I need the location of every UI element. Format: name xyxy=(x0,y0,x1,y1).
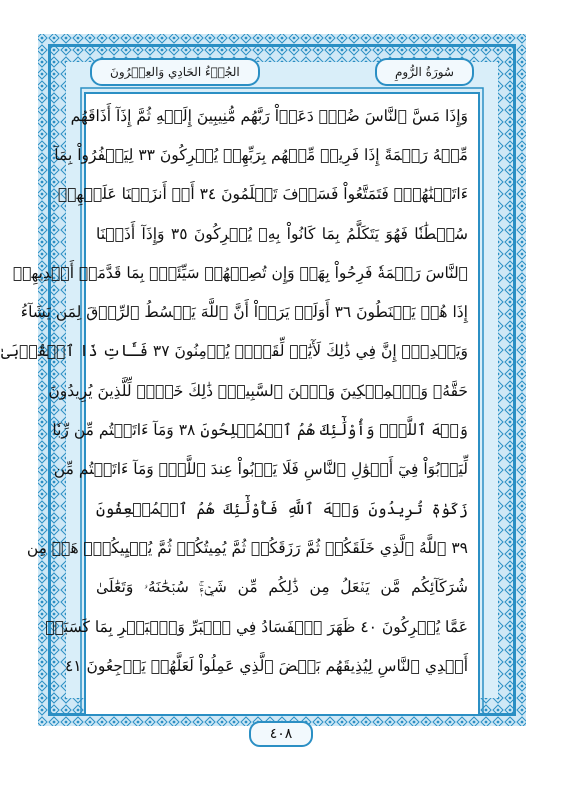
verse-line-text: سُلۡطَٰنٗا فَهُوَ يَتَكَلَّمُ بِمَا كَانُواْ بِهِۦ يُشۡرِكُونَ ٣٥ وَإِذَآ أَذَقۡنَا xyxy=(96,224,468,243)
page-number xyxy=(241,721,321,747)
verse-line-text: شُرَكَآئِكُم مَّن يَفۡعَلُ مِن ذَٰلِكُم مِّن شَيۡءٖۚ سُبۡحَٰنَهُۥ وَتَعَٰلَىٰ xyxy=(96,577,468,596)
verse-line xyxy=(26,528,468,567)
verse-line-text: مِّنۡهُ رَحۡمَةً إِذَا فَرِيقٞ مِّنۡهُم بِرَبِّهِمۡ يُشۡرِكُونَ ٣٣ لِيَكۡفُرُواْ بِمَآ xyxy=(54,145,468,164)
verse-line xyxy=(20,292,468,331)
juz-name: الجُزۡءُ الحَادِي وَالعِشۡرُونَ xyxy=(110,65,240,79)
verse-line-text: ٱلنَّاسَ رَحۡمَةٗ فَرِحُواْ بِهَاۖ وَإِن تُصِبۡهُمۡ سَيِّئَةُۢ بِمَا قَدَّمَتۡ أَيۡدِيهِمۡ xyxy=(12,263,468,282)
verse-line xyxy=(53,450,468,489)
verse-line-text: عَمَّا يُشۡرِكُونَ ٤٠ ظَهَرَ ٱلۡفَسَادُ فِي ٱلۡبَرِّ وَٱلۡبَحۡرِ بِمَا كَسَبَتۡ xyxy=(45,617,468,636)
verse-line xyxy=(52,410,468,449)
verse-line xyxy=(96,214,468,253)
verse-line xyxy=(57,175,468,214)
page-header xyxy=(90,58,474,86)
verse-line-text: إِذَا هُمۡ يَقۡنَطُونَ ٣٦ أَوَلَمۡ يَرَوۡاْ أَنَّ ٱللَّهَ يَبۡسُطُ ٱلرِّزۡقَ لِمَن يَشَآءُ xyxy=(20,303,468,322)
verse-line-text: وَيَقۡدِرُۚ إِنَّ فِي ذَٰلِكَ لَأٓيَٰتٖ لِّقَوۡمٖ يُؤۡمِنُونَ ٣٧ فَـَٔاتِ ذَا ٱلۡقُرۡبَىٰ xyxy=(1,342,468,361)
verse-line xyxy=(96,568,468,607)
verse-line xyxy=(64,646,468,685)
verse-line xyxy=(96,489,468,528)
verse-line-text: زَكَوٰةٖ تُرِيدُونَ وَجۡهَ ٱللَّهِ فَأُوْلَٰٓئِكَ هُمُ ٱلۡمُضۡعِفُونَ xyxy=(96,499,468,518)
verse-line xyxy=(70,96,468,135)
page-number-cartouche xyxy=(249,721,313,747)
verse-line xyxy=(48,371,468,410)
surah-name-cartouche xyxy=(375,58,474,86)
verses-block xyxy=(1,96,468,685)
verse-line xyxy=(54,135,468,174)
verse-line-text: لِّيَرۡبُوَاْ فِيٓ أَمۡوَٰلِ ٱلنَّاسِ فَلَا يَرۡبُواْ عِندَ ٱللَّهِۖ وَمَآ ءَاتَيۡتُم مِّن xyxy=(53,460,468,479)
verse-line-text: وَجۡهَ ٱللَّهِۖ وَأُوْلَٰٓئِكَ هُمُ ٱلۡمُفۡلِحُونَ ٣٨ وَمَآ ءَاتَيۡتُم مِّن رِّبٗا xyxy=(52,421,468,440)
verse-line-text: ٣٩ ٱللَّهُ ٱلَّذِي خَلَقَكُمۡ ثُمَّ رَزَقَكُمۡ ثُمَّ يُمِيتُكُمۡ ثُمَّ يُحۡيِيكُمۡۖ هَلۡ مِن xyxy=(26,538,468,557)
verse-line xyxy=(1,332,468,371)
verse-line xyxy=(45,607,468,646)
verse-line-text: حَقَّهُۥ وَٱلۡمِسۡكِينَ وَٱبۡنَ ٱلسَّبِيلِۚ ذَٰلِكَ خَيۡرٞ لِّلَّذِينَ يُرِيدُونَ xyxy=(48,381,468,400)
page-number-text: ٤٠٨ xyxy=(269,726,293,742)
verse-line-text: ءَاتَيۡنَٰهُمۡۚ فَتَمَتَّعُواْ فَسَوۡفَ تَعۡلَمُونَ ٣٤ أَمۡ أَنزَلۡنَا عَلَيۡهِمۡ xyxy=(57,185,468,204)
verse-line xyxy=(12,253,468,292)
verse-line-text: وَإِذَا مَسَّ ٱلنَّاسَ ضُرّٞ دَعَوۡاْ رَبَّهُم مُّنِيبِينَ إِلَيۡهِ ثُمَّ إِذَآ أَذَاقَهُم xyxy=(70,106,468,125)
verse-line-text: أَيۡدِي ٱلنَّاسِ لِيُذِيقَهُم بَعۡضَ ٱلَّذِي عَمِلُواْ لَعَلَّهُمۡ يَرۡجِعُونَ ٤١ xyxy=(64,656,468,675)
juz-name-cartouche xyxy=(90,58,260,86)
surah-name: سُورَةُ الرُّومِ xyxy=(395,65,454,79)
